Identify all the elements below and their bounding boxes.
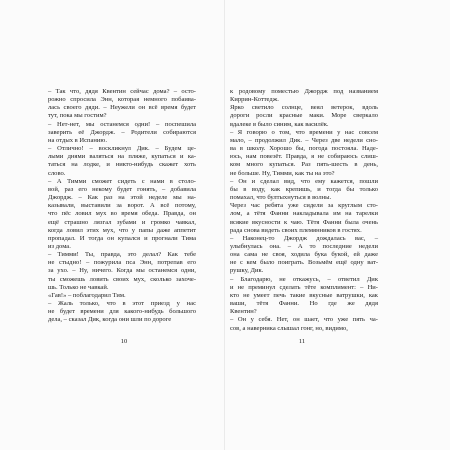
text-line: – Нет-нет, мы останемся одни! – поспешила: [48, 120, 196, 128]
text-line: ещё страшно лязгал зубами и громко чавкал,: [48, 218, 196, 226]
text-line: – Я говорю о том, что времени у нас совсем: [230, 128, 378, 136]
text-line: «Гав!» – поблагодарил Тим.: [48, 291, 126, 299]
text-line: на отдых в Испанию.: [48, 136, 107, 144]
text-line: когда ловил этих мух, что у папы даже аппетит: [48, 226, 196, 234]
text-line: Через час ребята уже сидели за круглым сто-: [230, 202, 378, 210]
left-page-number: 10: [120, 338, 128, 345]
text-line: Джордж. – Как раз на этой неделе мы на-: [48, 194, 196, 202]
text-line: всякие вкусности к чаю. Тётя Фанни была очень: [230, 218, 378, 226]
text-line: рада снова видеть своих племянников в гостях.: [230, 226, 362, 234]
text-line: Киррин-Коттедж.: [230, 96, 279, 104]
text-line: что пёс ловил мух во время обеда. Правда, он: [48, 210, 196, 218]
text-line: бы в воду, как крепишь, и тогда бы только: [230, 185, 378, 193]
text-line: – Благодарю, не откажусь, – ответил Дик: [230, 275, 378, 283]
text-line: Ярко светило солнце, веял ветерок, вдоль: [230, 104, 378, 112]
text-line: сов, а наверника слышал гонг, но, видимо,: [230, 324, 348, 332]
text-line: к родовому поместью Джордж под названием: [230, 88, 378, 95]
text-line: она сама не своя, ходила бука букой, ей даже: [230, 251, 378, 259]
text-line: и не преминул сделать тёте комплимент: – Ни-: [230, 283, 378, 291]
text-line: ва в школу. Хорошо бы, погода постояла. Наде-: [230, 145, 378, 153]
text-line: – Он и сделал вид, что ему кажется, пошли: [230, 177, 378, 185]
text-line: – Он у себя. Нет, он шает, что уже пять ча-: [230, 316, 378, 324]
text-line: юсь, нам повезёт. Правда, я не собираюсь слиш-: [230, 153, 378, 161]
text-line: – А Тимми сможет сидеть с нами в столо-: [48, 177, 196, 185]
text-line: ты сможешь ловить своих мух, сколько захоче-: [48, 275, 196, 283]
text-line: пропадал. И тогда он купался и прогнали Тима: [48, 234, 196, 242]
right-page-number: 11: [298, 338, 306, 345]
text-line: не стыдно! – пожурила пса Энн, потрепав его: [48, 259, 196, 267]
text-line: лыми днями валяться на пляже, купаться и ка-: [48, 153, 196, 161]
text-line: рушку, Дик.: [230, 267, 264, 275]
text-line: Квентин?: [230, 308, 257, 316]
text-line: дела, – сказал Дик, когда они шли по дороге: [48, 316, 172, 324]
text-line: шь. Только не чавкай.: [48, 283, 109, 291]
text-line: не будет времени для какого-нибудь большого: [48, 308, 196, 316]
text-line: мало, – продолжил Дик. – Через две недели сно-: [230, 136, 378, 144]
text-line: не больше. Ну, Тимми, как ты на это?: [230, 169, 335, 177]
text-line: дороги росли красные маки. Море сверкало: [230, 112, 378, 120]
text-line: из дома.: [48, 242, 71, 250]
text-line: кто не умеет печь такие вкусные ватрушки, как: [230, 291, 378, 299]
text-line: казывали, выставили за ворот. А всё потому,: [48, 202, 196, 210]
text-line: помахал, что бултыхнуться в волны.: [230, 194, 332, 202]
text-line: – Так что, дядя Квентин сейчас дома? – осто-: [48, 88, 196, 95]
text-line: тут, пока мы гостим?: [48, 112, 107, 120]
left-page-text: [48, 88, 196, 325]
text-line: таться на лодке, и никто-нибудь скажет хоть: [48, 161, 196, 169]
text-line: лом, а тётя Фанни накладывала им на тарелки: [230, 210, 378, 218]
text-line: вой, раз его некому будет гонять, – добавила: [48, 185, 196, 193]
text-line: ком много купаться. Раз пять-шесть в день,: [230, 161, 378, 169]
text-line: – Тимми! Ты, правда, это делал? Как тебе: [48, 251, 196, 259]
text-line: – Жаль только, что в этот приезд у нас: [48, 300, 196, 308]
text-line: вдалеке в было синим, как василёк.: [230, 120, 329, 128]
text-line: заверить её Джордж. – Родители собираются: [48, 128, 196, 136]
right-page-text: [230, 88, 378, 333]
text-line: – Отлично! – воскликнул Дик. – Будем це-: [48, 145, 196, 153]
text-line: рожно спросила Энн, которая немного побаива-: [48, 96, 196, 104]
text-line: слово.: [48, 169, 66, 177]
text-line: ваши, тётя Фанни. Но где же дядя: [230, 300, 378, 308]
text-line: – Наконец-то Джордж дождалась вас, –: [230, 234, 378, 242]
text-line: не с кем было поиграть. Возьмём ещё одну ват-: [230, 259, 378, 267]
text-line: улыбнулась она. – А то последние недели: [230, 242, 378, 250]
text-line: лась своего дяди. – Неужели он всё время будет: [48, 104, 196, 112]
text-line: за ухо. – Ну, ничего. Когда мы останемся одни,: [48, 267, 196, 275]
